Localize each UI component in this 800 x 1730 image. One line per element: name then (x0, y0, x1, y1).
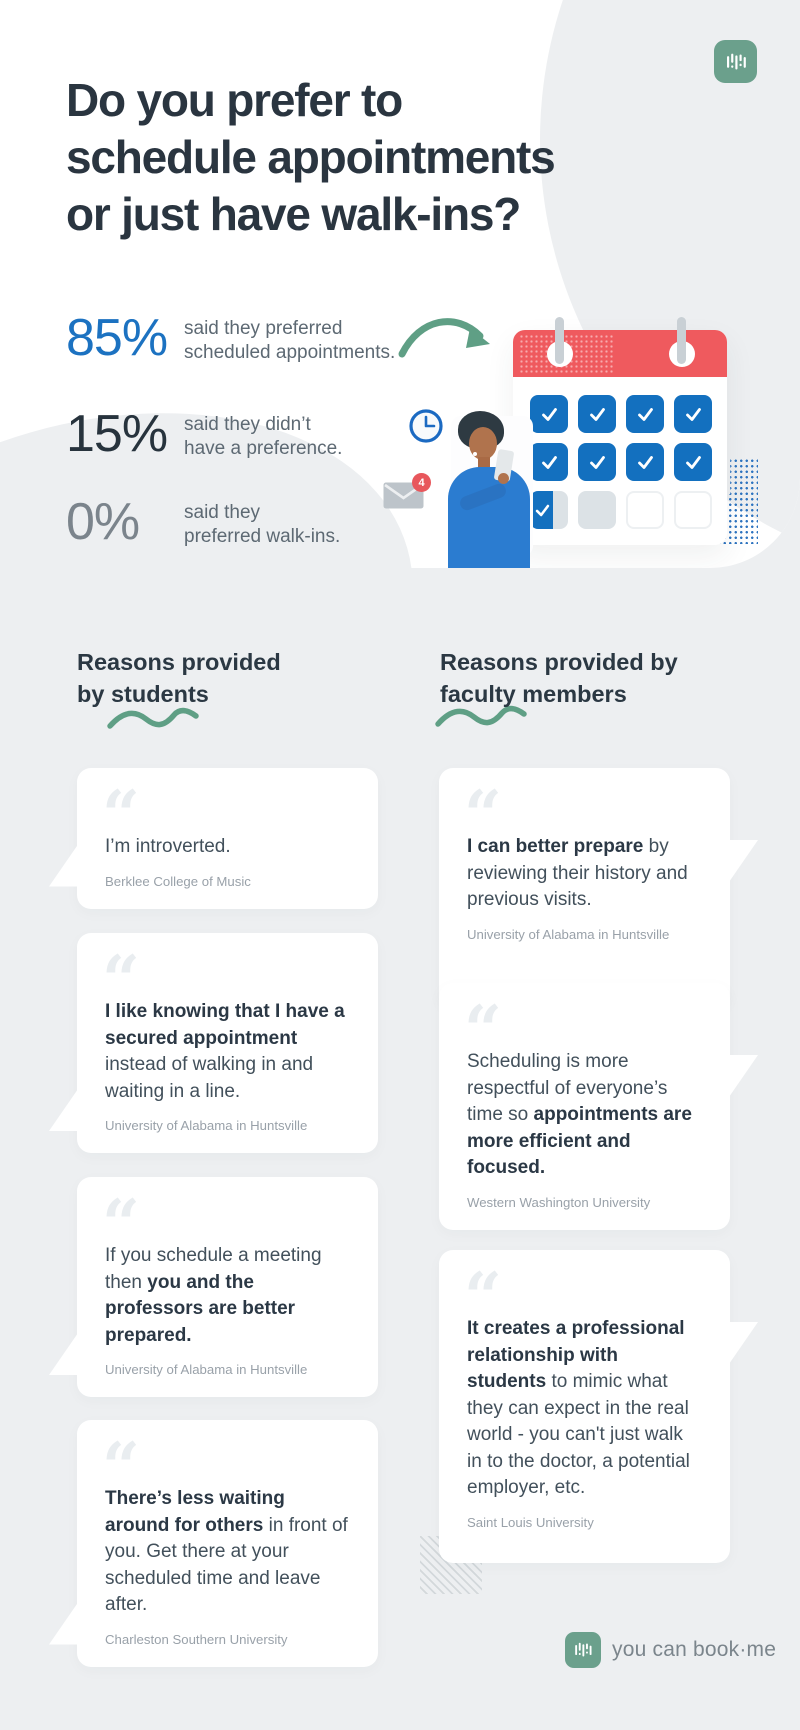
hero-section (0, 0, 800, 568)
quote-segment: I’m introverted. (105, 836, 231, 857)
quote-attribution: University of Alabama in Huntsville (105, 1362, 308, 1377)
title-line-1: Do you prefer to (66, 74, 403, 126)
stat-value-0: 0% (66, 493, 140, 551)
quote-text (105, 1243, 350, 1349)
quote-attribution: Charleston Southern University (105, 1631, 288, 1647)
quote-segment: Scheduling is more respectful of everyone’s time so (467, 1051, 668, 1125)
stat-desc-15 (184, 408, 342, 460)
quote-attribution: University of Alabama in Huntsville (105, 1118, 308, 1133)
quote-card-faculty-2 (439, 983, 730, 1230)
quote-mark-icon: “ (102, 1428, 140, 1506)
youcanbookme-wordmark: you can book·me (612, 1638, 777, 1661)
youcanbookme-logo-icon (565, 1632, 601, 1668)
quote-mark-icon: “ (102, 776, 140, 854)
ycbm-bars-icon (570, 1637, 596, 1663)
stat-desc-85 (184, 312, 395, 364)
stat-value-85: 85% (66, 309, 168, 367)
quote-text (105, 834, 350, 861)
quote-segment: in front of you. Get there at your scheduled time and leave after. (105, 1514, 348, 1615)
checkbox-checked-icon (674, 443, 712, 481)
stat-desc-85-line1: said they preferred (184, 318, 343, 339)
youcanbookme-logo-icon (714, 40, 757, 83)
calendar-pin-right (677, 317, 686, 364)
quote-card-faculty-1 (439, 768, 730, 1007)
stat-desc-15-line2: have a preference. (184, 437, 343, 459)
quote-card-faculty-3 (439, 1250, 730, 1563)
quote-mark-icon: “ (464, 776, 502, 854)
checkbox-checked-icon (578, 395, 616, 433)
quote-attribution: Saint Louis University (467, 1514, 594, 1530)
ycbm-bars-icon (721, 47, 751, 77)
quote-card-student-4 (77, 1420, 378, 1667)
checkbox-empty-icon (674, 491, 712, 529)
checkbox-checked-icon (674, 395, 712, 433)
quote-segment-bold: appointments are more efficient and focused. (467, 1104, 692, 1178)
quote-segment: If you schedule a meeting then (105, 1245, 322, 1293)
quote-attribution: Berklee College of Music (105, 873, 251, 889)
students-column-heading (77, 647, 281, 710)
green-curved-arrow-icon (396, 306, 498, 362)
checkbox-filled-empty-icon (578, 491, 616, 529)
quote-text (467, 1316, 702, 1502)
quote-card-student-2 (77, 933, 378, 1153)
person-face-dot (473, 452, 477, 456)
title-line-2: schedule appointments (66, 131, 555, 183)
quote-mark-icon: “ (464, 991, 502, 1069)
quote-card-student-1 (77, 768, 378, 909)
checkbox-checked-icon (626, 395, 664, 433)
clock-icon (408, 408, 444, 444)
quote-segment-bold: It creates a professional relationship with students (467, 1318, 685, 1392)
faculty-heading-line2: faculty members (440, 680, 627, 707)
quote-text (105, 1486, 350, 1619)
person-hand (498, 473, 509, 484)
title-line-3: or just have walk-ins? (66, 188, 521, 240)
stat-desc-0-line1: said they (184, 502, 261, 523)
page-title (66, 72, 555, 243)
quote-segment-bold: I like knowing that I have a secured appointment (105, 1001, 345, 1049)
stat-desc-0 (184, 496, 340, 548)
checkbox-checked-icon (626, 443, 664, 481)
quote-segment-bold: There’s less waiting around for others (105, 1488, 285, 1536)
quote-attribution: University of Alabama in Huntsville (467, 926, 670, 942)
quote-mark-icon: “ (464, 1258, 502, 1336)
quote-text (105, 999, 350, 1105)
stat-desc-85-line2: scheduled appointments. (184, 341, 396, 363)
quote-mark-icon: “ (102, 941, 140, 1019)
faculty-heading-line1: Reasons provided by (440, 649, 678, 675)
quote-text (467, 1049, 702, 1182)
stat-desc-0-line2: preferred walk-ins. (184, 525, 341, 547)
quote-mark-icon: “ (102, 1185, 140, 1263)
person-torso (448, 467, 530, 568)
quote-segment: instead of walking in and waiting in a line. (105, 1054, 314, 1102)
quote-text (467, 834, 702, 914)
person-illustration (445, 410, 537, 568)
quote-segment: by reviewing their history and previous visits. (467, 836, 688, 910)
stat-row-scheduled (66, 309, 396, 367)
checkbox-checked-icon (578, 443, 616, 481)
checkbox-empty-icon (626, 491, 664, 529)
students-heading-line1: Reasons provided (77, 649, 281, 675)
stat-value-15: 15% (66, 405, 168, 463)
calendar-pin-left (555, 317, 564, 364)
quote-segment: to mimic what they can expect in the real world - you can't just walk in to the doctor, a potential employer, etc. (467, 1371, 690, 1498)
faculty-column-heading (440, 647, 678, 710)
stat-desc-15-line1: said they didn’t (184, 414, 311, 435)
notification-badge: 4 (412, 473, 431, 492)
calendar-checkbox-grid (530, 395, 712, 529)
quote-segment-bold: I can better prepare (467, 836, 644, 857)
quote-attribution: Western Washington University (467, 1194, 651, 1210)
quote-segment-bold: you and the professors are better prepared. (105, 1271, 296, 1346)
stat-row-walk-ins (66, 493, 341, 551)
students-heading-line2: by students (77, 680, 209, 707)
calendar-illustration (513, 330, 727, 545)
quote-card-student-3 (77, 1177, 378, 1397)
stat-row-no-preference (66, 405, 343, 463)
